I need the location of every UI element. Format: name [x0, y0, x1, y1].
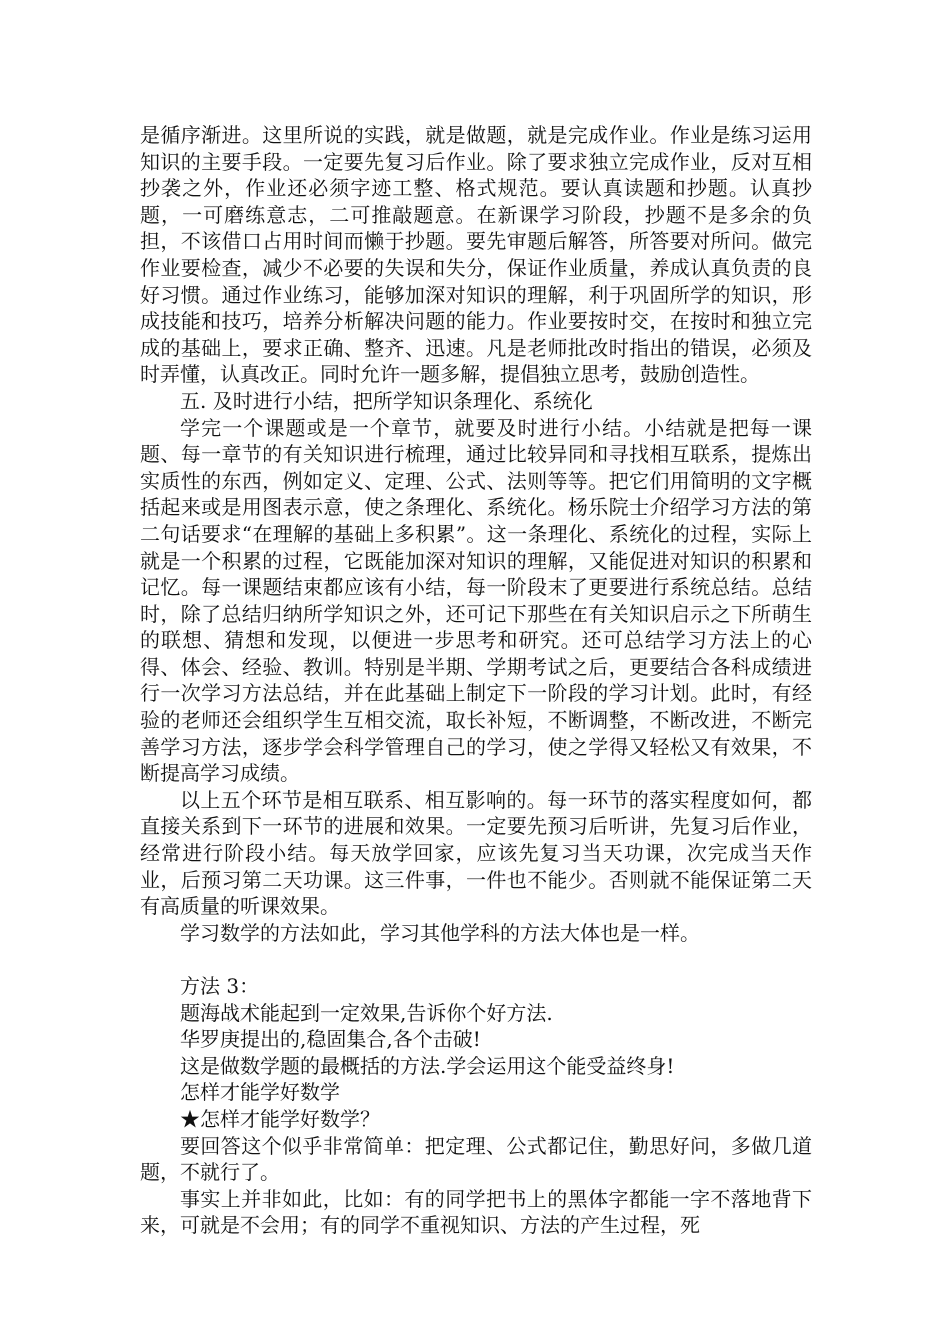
heading-how-to-learn: 怎样才能学好数学: [180, 1080, 340, 1105]
line-hua-luogeng: 华罗庚提出的,稳固集合,各个击破!: [180, 1027, 481, 1052]
method-3-heading: 方法 3：: [180, 974, 260, 998]
heading-star-how-to-learn: ★怎样才能学好数学？: [180, 1106, 380, 1131]
blank-line: [140, 946, 812, 973]
paragraph-homework: 是循序渐进。这里所说的实践，就是做题，就是完成作业。作业是练习运用知识的主要手段。一定要先复习后作业。除了要求独立完成作业，反对互相抄袭之外，作业还必须字迹工整、格式规范。要认真读题和抄题。认真抄题，一可磨练意志，二可推敲题意。在新课学习阶段，抄题不是多余的负担，不该借口占用时间而懒于抄题。要先审题后解答，所答要对所问。做完作业要检查，减少不必要的失误和失分，保证作业质量，养成认真负责的良好习惯。通过作业练习，能够加深对知识的理解，利于巩固所学的知识，形成技能和技巧，培养分析解决问题的能力。作业要按时交，在按时和独立完成的基础上，要求正确、整齐、迅速。凡是老师批改时指出的错误，必须及时弄懂，认真改正。同时允许一题多解，提倡独立思考，鼓励创造性。: [140, 123, 812, 387]
document-body: [140, 122, 812, 1239]
paragraph-answer: 要回答这个似乎非常简单：把定理、公式都记住，勤思好问，多做几道题，不就行了。: [140, 1133, 812, 1185]
line-general-method: 这是做数学题的最概括的方法.学会运用这个能受益终身!: [180, 1053, 675, 1078]
line-problem-sea: 题海战术能起到一定效果,告诉你个好方法.: [180, 1000, 553, 1025]
paragraph-summary: 学完一个课题或是一个章节，就要及时进行小结。小结就是把每一课题、每一章节的有关知识进行梳理，通过比较异同和寻找相互联系，提炼出实质性的东西，例如定义、定理、公式、法则等等。把它们用简明的文字概括起来或是用图表示意，使之条理化、系统化。杨乐院士介绍学习方法的第二句话要求“在理解的基础上多积累”。这一条理化、系统化的过程，实际上就是一个积累的过程，它既能加深对知识的理解，又能促进对知识的积累和记忆。每一课题结束都应该有小结，每一阶段末了更要进行系统总结。总结时，除了总结归纳所学知识之外，还可记下那些在有关知识启示之下所萌生的联想、猜想和发现，以便进一步思考和研究。还可总结学习方法上的心得、体会、经验、教训。特别是半期、学期考试之后，更要结合各科成绩进行一次学习方法总结，并在此基础上制定下一阶段的学习计划。此时，有经验的老师还会组织学生互相交流，取长补短，不断调整，不断改进，不断完善学习方法，逐步学会科学管理自己的学习，使之学得又轻松又有效果，不断提高学习成绩。: [140, 415, 812, 786]
paragraph-in-fact: 事实上并非如此，比如：有的同学把书上的黑体字都能一字不落地背下来，可就是不会用；有的同学不重视知识、方法的产生过程，死: [140, 1186, 812, 1238]
paragraph-five-steps: 以上五个环节是相互联系、相互影响的。每一环节的落实程度如何，都直接关系到下一环节的进展和效果。一定要先预习后听讲，先复习后作业，经常进行阶段小结。每天放学回家，应该先复习当天功课，次完成当天作业，后预习第二天功课。这三件事，一件也不能少。否则就不能保证第二天有高质量的听课效果。: [140, 787, 812, 919]
paragraph-method-same: 学习数学的方法如此，学习其他学科的方法大体也是一样。: [180, 920, 700, 945]
section-heading-summary: 五. 及时进行小结，把所学知识条理化、系统化: [180, 388, 593, 413]
